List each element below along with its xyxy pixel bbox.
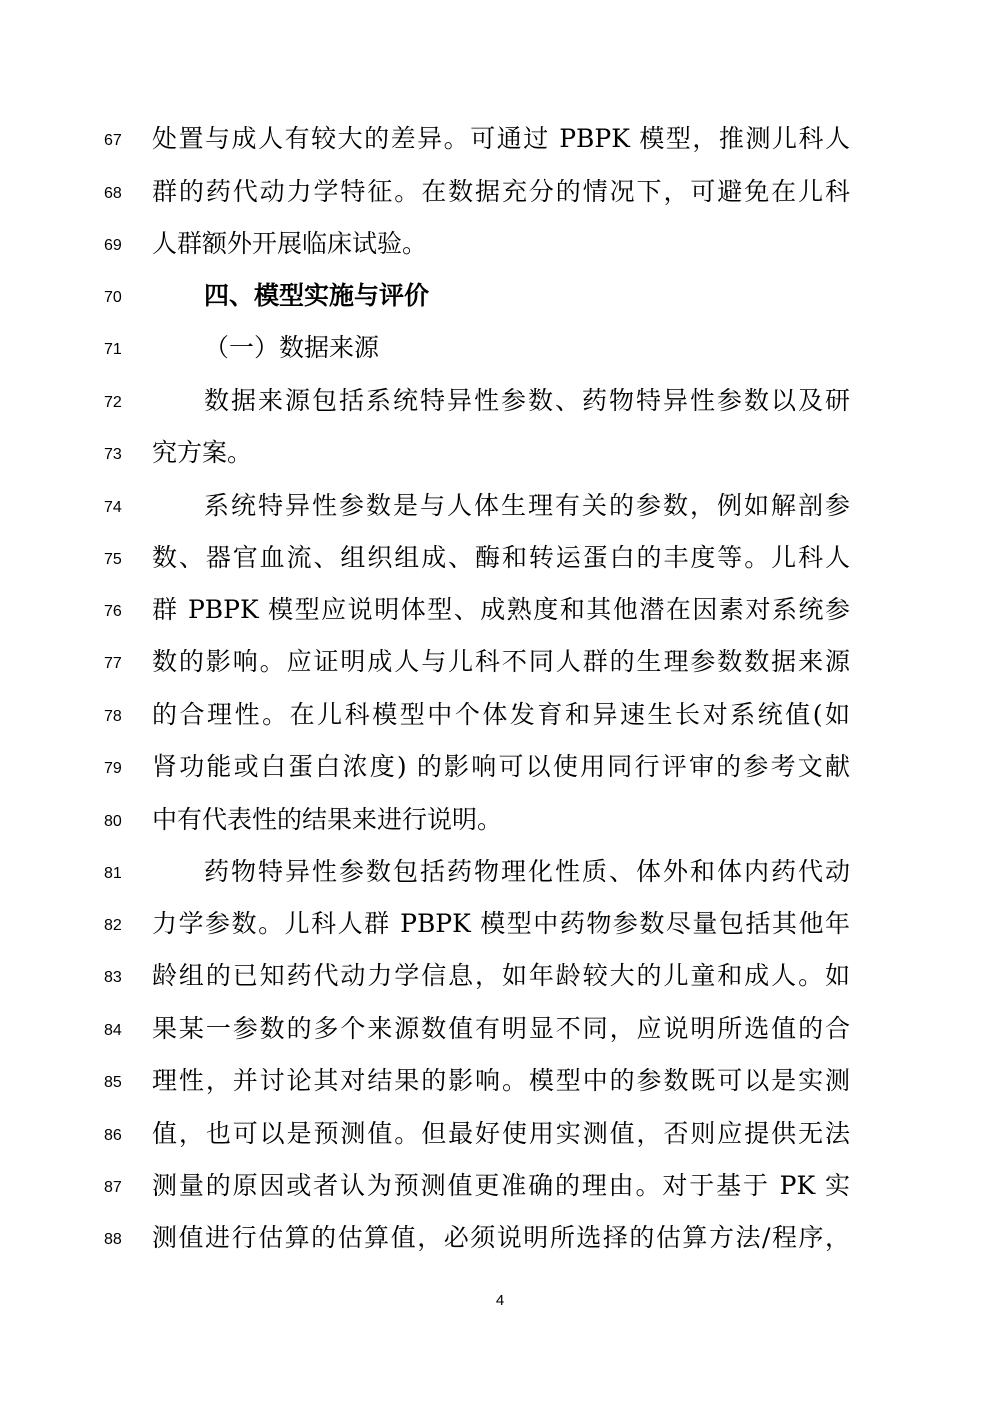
text-line: 肾功能或白蛋白浓度) 的影响可以使用同行评审的参考文献 [152,752,850,781]
text-line: 数的影响。应证明成人与儿科不同人群的生理参数数据来源 [152,647,850,676]
text-line: 测值进行估算的估算值，必须说明所选择的估算方法/程序， [152,1223,850,1252]
text-line: 究方案。 [152,438,253,467]
text-line: 理性，并讨论其对结果的影响。模型中的参数既可以是实测 [152,1066,850,1095]
text-line: 力学参数。儿科人群 PBPK 模型中药物参数尽量包括其他年 [152,909,850,938]
subsection-heading: （一）数据来源 [204,333,380,362]
text-line: 群的药代动力学特征。在数据充分的情况下，可避免在儿科 [152,177,850,206]
text-line: 的合理性。在儿科模型中个体发育和异速生长对系统值(如 [152,700,850,729]
text-line: 数据来源包括系统特异性参数、药物特异性参数以及研 [204,386,850,415]
section-heading: 四、模型实施与评价 [204,281,430,310]
line-number: 85 [104,1074,122,1091]
text-line: 测量的原因或者认为预测值更准确的理由。对于基于 PK 实 [152,1171,850,1200]
line-number: 70 [104,289,122,306]
text-line: 果某一参数的多个来源数值有明显不同，应说明所选值的合 [152,1014,850,1043]
line-number: 77 [104,655,122,672]
line-number: 74 [104,499,122,516]
text-line: 系统特异性参数是与人体生理有关的参数，例如解剖参 [204,491,850,520]
text-line: 群 PBPK 模型应说明体型、成熟度和其他潜在因素对系统参 [152,595,850,624]
line-number: 83 [104,969,122,986]
text-line: 处置与成人有较大的差异。可通过 PBPK 模型，推测儿科人 [152,124,850,153]
text-line: 值，也可以是预测值。但最好使用实测值，否则应提供无法 [152,1119,850,1148]
line-number: 86 [104,1127,122,1144]
line-number: 73 [104,446,122,463]
line-number: 81 [104,865,122,882]
text-line: 龄组的已知药代动力学信息，如年龄较大的儿童和成人。如 [152,961,850,990]
text-line: 数、器官血流、组织组成、酶和转运蛋白的丰度等。儿科人 [152,543,850,572]
line-number: 75 [104,551,122,568]
text-line: 药物特异性参数包括药物理化性质、体外和体内药代动 [204,857,850,886]
line-number: 69 [104,237,122,254]
page-number: 4 [495,1292,505,1309]
line-number: 67 [104,132,122,149]
line-number: 78 [104,708,122,725]
line-number: 82 [104,917,122,934]
line-number: 87 [104,1179,122,1196]
line-number: 71 [104,341,122,358]
text-line: 人群额外开展临床试验。 [152,229,428,258]
line-number: 68 [104,185,122,202]
line-number: 76 [104,603,122,620]
line-number: 79 [104,760,122,777]
line-number: 72 [104,394,122,411]
text-line: 中有代表性的结果来进行说明。 [152,805,503,834]
line-number: 80 [104,813,122,830]
line-number: 88 [104,1231,122,1248]
line-number: 84 [104,1022,122,1039]
